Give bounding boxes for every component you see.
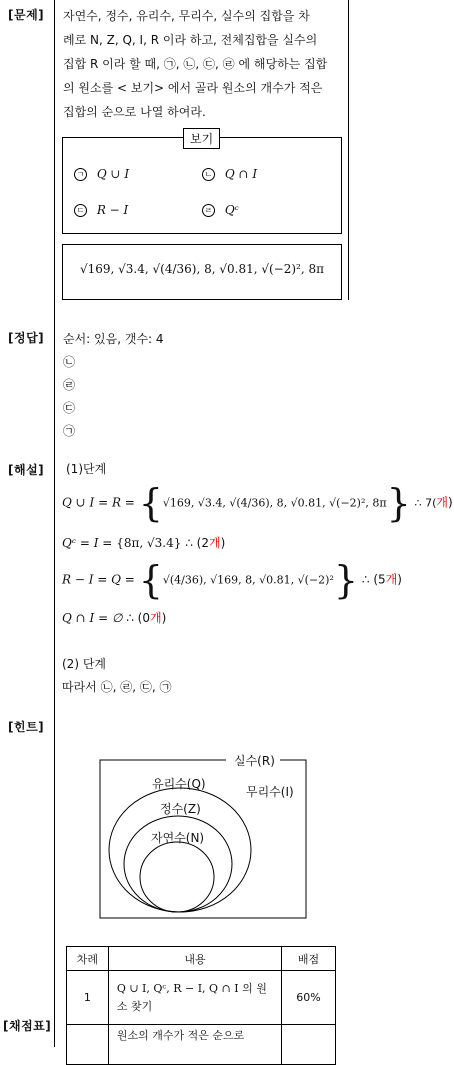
hint-irrational-label: 무리수(I) bbox=[246, 785, 294, 799]
table-cell-order: 1 bbox=[67, 971, 109, 1025]
hint-natural-label: 자연수(N) bbox=[151, 831, 205, 845]
problem-label: [문제] bbox=[8, 8, 45, 22]
bogi-box bbox=[62, 137, 342, 234]
problem-line: 집합 R 이라 할 때, ㉠, ㉡, ㉢, ㉣ 에 해당하는 집합 bbox=[63, 57, 328, 71]
circle-a-icon: ㄱ bbox=[74, 168, 87, 181]
option-a: ㄱ Q ∪ I bbox=[74, 167, 129, 181]
solution-label: [해설] bbox=[8, 463, 45, 477]
bogi-title: 보기 bbox=[183, 128, 220, 149]
answer-item: ㉢ bbox=[63, 401, 76, 415]
problem-line: 집합의 순으로 나열 하여라. bbox=[63, 105, 206, 119]
problem-line: 례로 N, Z, Q, I, R 이라 하고, 전체집합을 실수의 bbox=[63, 33, 318, 47]
solution-line-difference: R − I = Q = {√(4/36), √169, 8, √0.81, √(−2)²} ∴ (5개) bbox=[62, 558, 402, 602]
table-cell-order bbox=[67, 1025, 109, 1065]
circle-c-icon: ㄷ bbox=[74, 204, 87, 217]
hint-real-label: 실수(R) bbox=[234, 754, 275, 768]
table-header: 배점 bbox=[282, 947, 336, 971]
problem-line: 자연수, 정수, 유리수, 무리수, 실수의 집합을 차 bbox=[63, 9, 310, 23]
answer-item: ㉡ bbox=[63, 355, 76, 369]
problem-text bbox=[63, 4, 349, 124]
option-b: ㄴ Q ∩ I bbox=[202, 167, 257, 181]
scoring-label: [채점표] bbox=[3, 1019, 52, 1033]
answer-item: ㉠ bbox=[63, 424, 76, 438]
table-cell-content: 원소의 개수가 적은 순으로 bbox=[108, 1025, 281, 1065]
solution-step1: (1)단계 bbox=[66, 462, 107, 476]
solution-step2: (2) 단계 bbox=[62, 657, 106, 671]
table-header: 내용 bbox=[108, 947, 281, 971]
solution-line-union: Q ∪ I = R = {√169, √3.4, √(4/36), 8, √0.81, √(−2)², 8π} ∴ 7(개) bbox=[62, 481, 453, 525]
table-row bbox=[67, 971, 336, 1025]
natural-set-circle bbox=[140, 842, 214, 912]
circle-b-icon: ㄴ bbox=[202, 168, 215, 181]
elements-list: √169, √3.4, √(4/36), 8, √0.81, √(−2)², 8π bbox=[79, 262, 325, 276]
hint-rational-label: 유리수(Q) bbox=[152, 777, 206, 791]
table-cell-score: 60% bbox=[282, 971, 336, 1025]
solution-line-intersection: Q ∩ I = ∅ ∴ (0개) bbox=[62, 611, 167, 625]
option-d: ㄹ Qᶜ bbox=[202, 203, 239, 217]
table-header: 차례 bbox=[67, 947, 109, 971]
scoring-table bbox=[66, 946, 336, 1065]
circle-d-icon: ㄹ bbox=[202, 204, 215, 217]
hint-integer-label: 정수(Z) bbox=[160, 802, 201, 816]
answer-item: ㉣ bbox=[63, 378, 76, 392]
table-cell-score bbox=[282, 1025, 336, 1065]
table-row bbox=[67, 1025, 336, 1065]
column-divider-left bbox=[54, 0, 55, 1047]
table-cell-content: Q ∪ I, Qᶜ, R − I, Q ∩ I 의 원소 찾기 bbox=[108, 971, 281, 1025]
answer-block bbox=[63, 328, 164, 443]
option-c: ㄷ R − I bbox=[74, 203, 128, 217]
problem-line: 의 원소를 < 보기> 에서 골라 원소의 개수가 적은 bbox=[63, 81, 323, 95]
answer-label: [정답] bbox=[8, 331, 45, 345]
solution-line-complement: Qᶜ = I = {8π, √3.4} ∴ (2개) bbox=[62, 536, 226, 550]
answer-summary: 순서: 있음, 갯수: 4 bbox=[63, 332, 164, 346]
solution-conclusion: 따라서 ㉡, ㉣, ㉢, ㉠ bbox=[62, 680, 172, 694]
hint-label: [힌트] bbox=[8, 720, 45, 734]
